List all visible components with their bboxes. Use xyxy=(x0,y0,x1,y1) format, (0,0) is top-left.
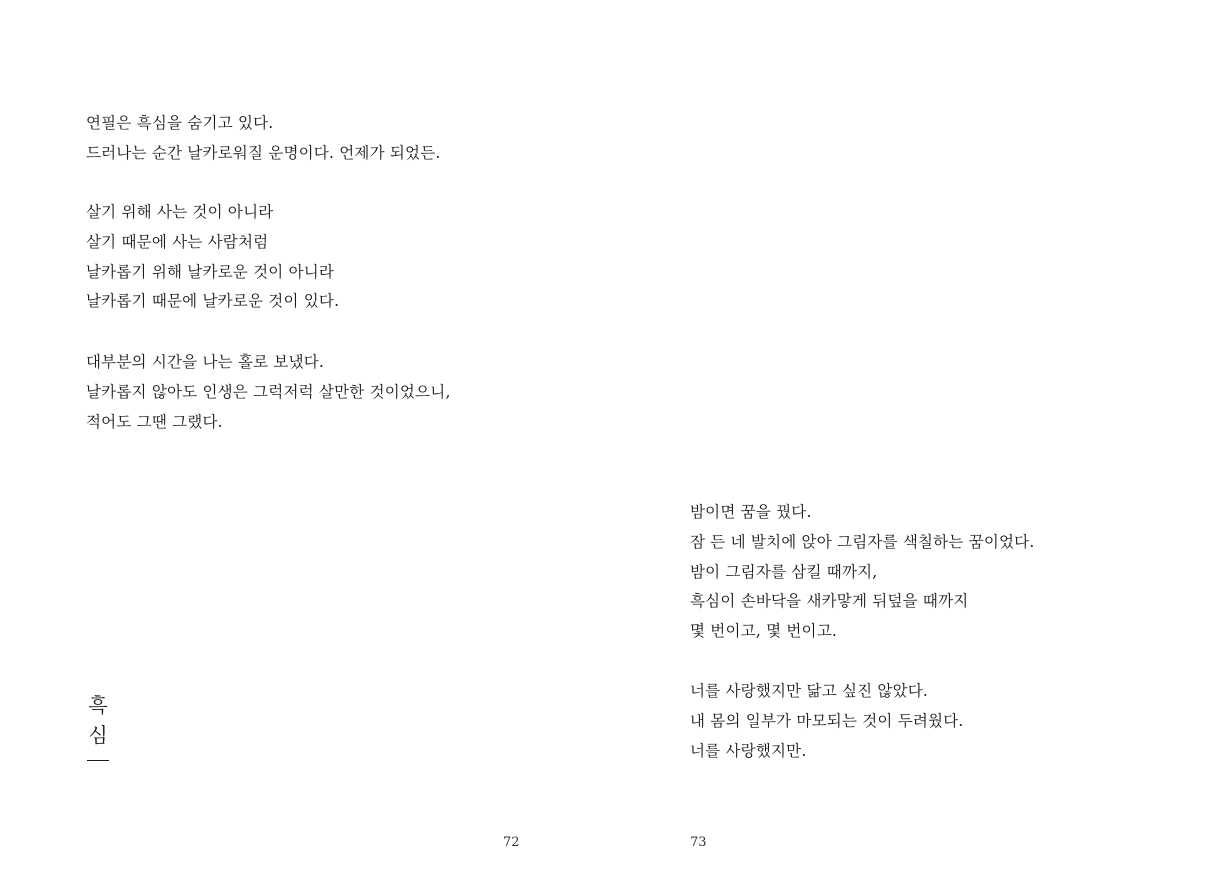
poem-line: 살기 위해 사는 것이 아니라 xyxy=(86,203,274,221)
poem-line: 몇 번이고, 몇 번이고. xyxy=(690,622,838,641)
stanza xyxy=(86,348,451,437)
stanza xyxy=(86,198,339,317)
poem-line: 날카롭기 때문에 날카로운 것이 있다. xyxy=(86,292,340,311)
page-number: 73 xyxy=(690,835,707,850)
stanza xyxy=(86,109,441,169)
right-page xyxy=(605,0,1210,888)
poem-line: 밤이면 꿈을 꿨다. xyxy=(690,503,812,521)
title-char: 심 xyxy=(88,723,108,747)
stanza xyxy=(690,498,1034,647)
poem-line: 드러나는 순간 날카로워질 운명이다. 언제가 되었든. xyxy=(86,143,441,162)
poem-line: 연필은 흑심을 숨기고 있다. xyxy=(86,114,274,132)
poem-line: 적어도 그땐 그랬다. xyxy=(86,412,223,431)
poem-line: 대부분의 시간을 나는 홀로 보냈다. xyxy=(86,353,325,371)
poem-line: 잠 든 네 발치에 앉아 그림자를 색칠하는 꿈이었다. xyxy=(690,532,1035,551)
poem-line: 너를 사랑했지만. xyxy=(690,741,807,760)
title-char: 흑 xyxy=(88,693,108,717)
vertical-title xyxy=(86,690,110,761)
poem-line: 살기 때문에 사는 사람처럼 xyxy=(86,232,269,251)
page-number: 72 xyxy=(503,835,520,850)
stanza xyxy=(690,677,964,766)
poem-line: 너를 사랑했지만 닮고 싶진 않았다. xyxy=(690,682,929,700)
title-rule xyxy=(87,760,109,761)
poem-line: 내 몸의 일부가 마모되는 것이 두려웠다. xyxy=(690,711,964,730)
poem-line: 밤이 그림자를 삼킬 때까지, xyxy=(690,562,878,581)
poem-line: 흑심이 손바닥을 새카맣게 뒤덮을 때까지 xyxy=(690,592,969,611)
poem-line: 날카롭기 위해 날카로운 것이 아니라 xyxy=(86,262,335,281)
poem-line: 날카롭지 않아도 인생은 그럭저럭 살만한 것이었으니, xyxy=(86,382,451,401)
